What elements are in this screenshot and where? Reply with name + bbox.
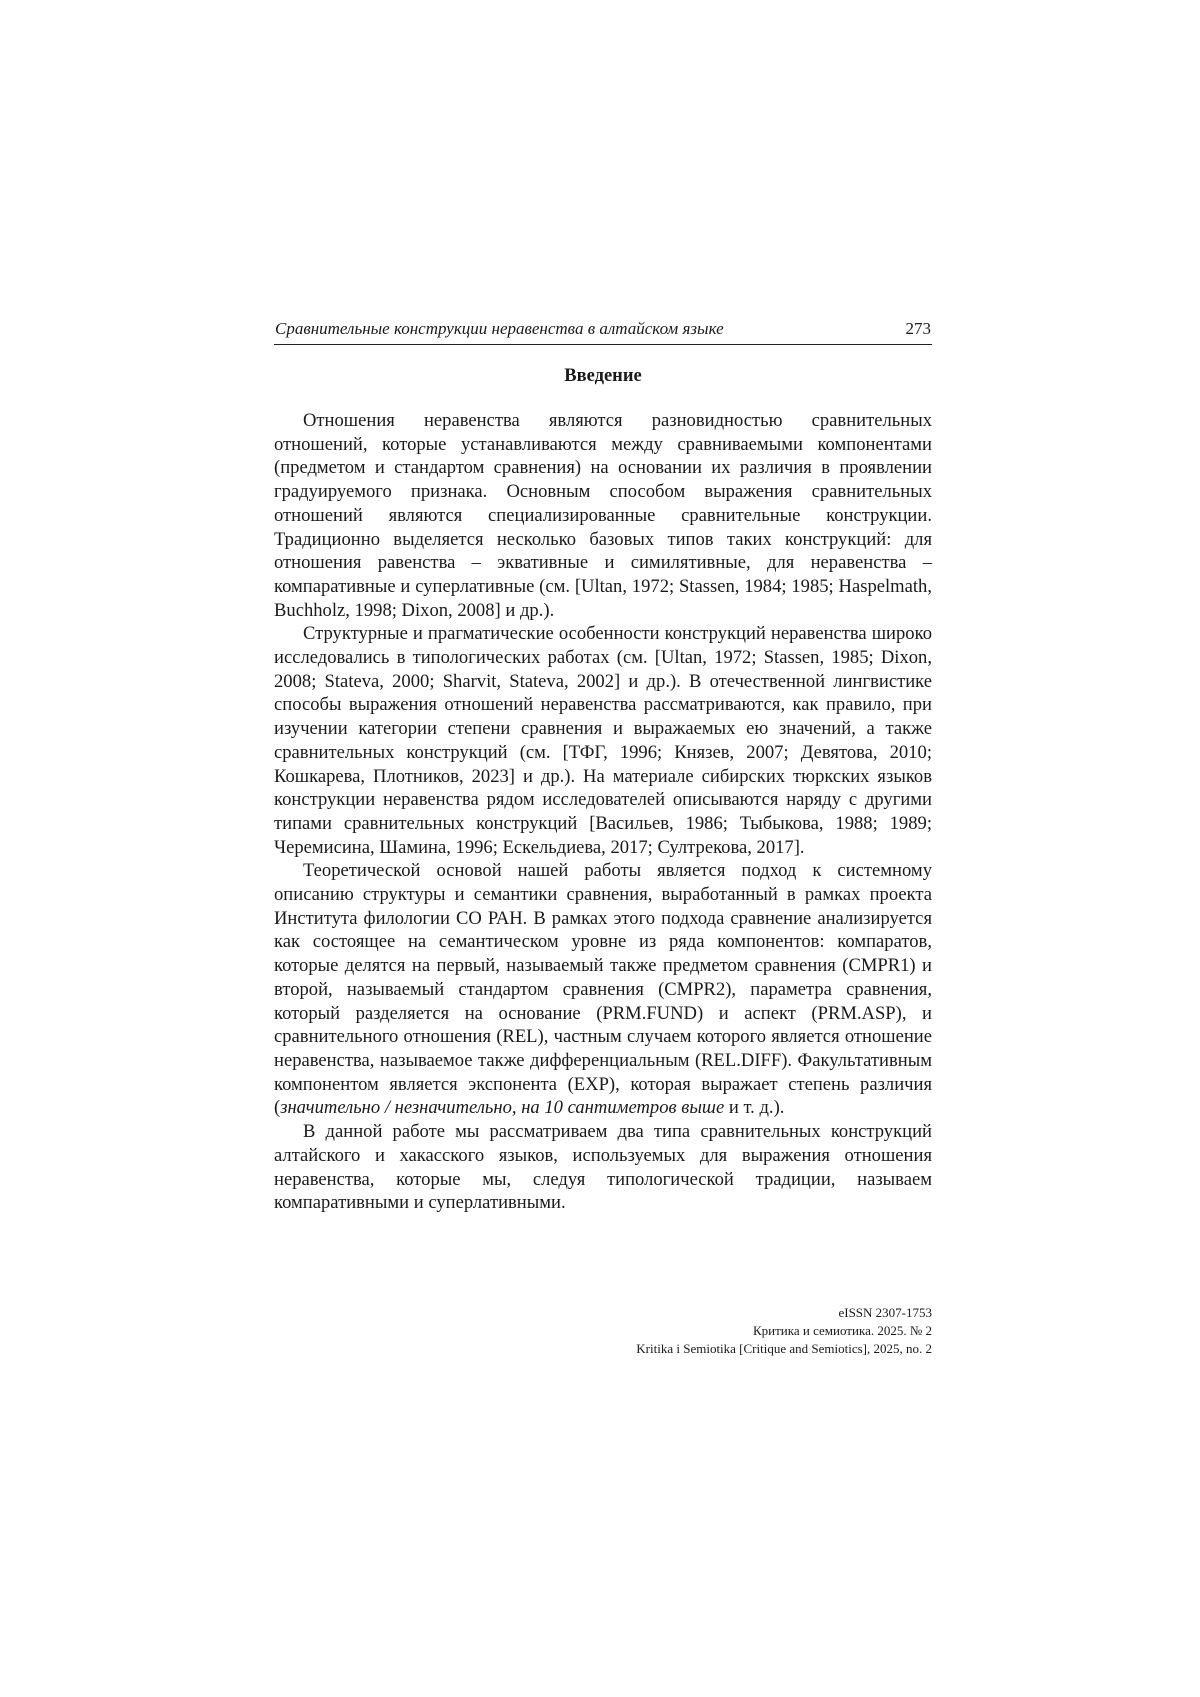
paragraph-3-main: Теоретической основой нашей работы является подход к системному описанию структуры и семантики сравнения, выработанный в рамках проекта Института филологии СО РАН. В рамках этого подхода сравнение анализируется как состоящее на семантическом уровне из ряда компонентов: компаратов, которые делятся на первый, называемый также предметом сравнения (CMPR1) и второй, называемый стандартом сравнения (CMPR2), параметра сравнения, который разделяется на основание (PRM.FUND) и аспект (PRM.ASP), и сравнительного отношения (REL), частным случаем которого является отношение неравенства, называемое также дифференциальным (REL.DIFF). Факультативным компонентом является экспонента (EXP), которая выражает степень различия ( bbox=[274, 860, 932, 1118]
body-text bbox=[274, 409, 932, 1215]
paragraph-3 bbox=[274, 859, 932, 1120]
paragraph-3-italic-example: значительно / незначительно, на 10 сантиметров выше bbox=[280, 1097, 724, 1118]
journal-imprint bbox=[274, 1304, 932, 1358]
eissn-line: eISSN 2307-1753 bbox=[274, 1304, 932, 1322]
running-header bbox=[274, 318, 932, 345]
page-content bbox=[274, 318, 932, 1215]
page-number: 273 bbox=[906, 319, 932, 339]
journal-ru-line: Критика и семиотика. 2025. № 2 bbox=[274, 1322, 932, 1340]
paragraph-1: Отношения неравенства являются разновидностью сравнительных отношений, которые устанавливаются между сравниваемыми компонентами (предметом и стандартом сравнения) на основании их различия в проявлении градуируемого признака. Основным способом выражения сравнительных отношений являются специализированные сравнительные конструкции. Традиционно выделяется несколько базовых типов таких конструкций: для отношения равенства – экватив­ные и симилятивные, для неравенства – компаративные и суперлативные (см. [Ultan, 1972; Stassen, 1984; 1985; Haspelmath, Buchholz, 1998; Dixon, 2008] и др.). bbox=[274, 409, 932, 622]
paragraph-2: Структурные и прагматические особенности конструкций неравенства широко исследовались в типологических работах (см. [Ultan, 1972; Stassen, 1985; Dixon, 2008; Stateva, 2000; Sharvit, Stateva, 2002] и др.). В отечественной лингвистике способы выражения отношений неравенства рассматриваются, как правило, при изучении категории степени сравнения и выражаемых ею значений, а также сравнительных конструкций (см. [ТФГ, 1996; Князев, 2007; Девятова, 2010; Кошкарева, Плотников, 2023] и др.). На материале сибирских тюркских языков конструкции неравенства рядом исследователей описываются наряду с другими типами сравнительных конструкций [Васильев, 1986; Тыбыкова, 1988; 1989; Черемисина, Шамина, 1996; Ескельдиева, 2017; Султрекова, 2017]. bbox=[274, 622, 932, 859]
journal-en-line: Kritika i Semiotika [Critique and Semiotics], 2025, no. 2 bbox=[274, 1340, 932, 1358]
section-heading: Введение bbox=[274, 366, 932, 387]
running-title: Сравнительные конструкции неравенства в алтайском языке bbox=[275, 319, 724, 339]
paragraph-4: В данной работе мы рассматриваем два типа сравнительных конструкций алтайского и хакасского языков, используемых для выражения отношения неравенства, которые мы, следуя типологической традиции, называем компаративными и суперлативными. bbox=[274, 1120, 932, 1215]
paragraph-3-tail: и т. д.). bbox=[724, 1097, 784, 1118]
